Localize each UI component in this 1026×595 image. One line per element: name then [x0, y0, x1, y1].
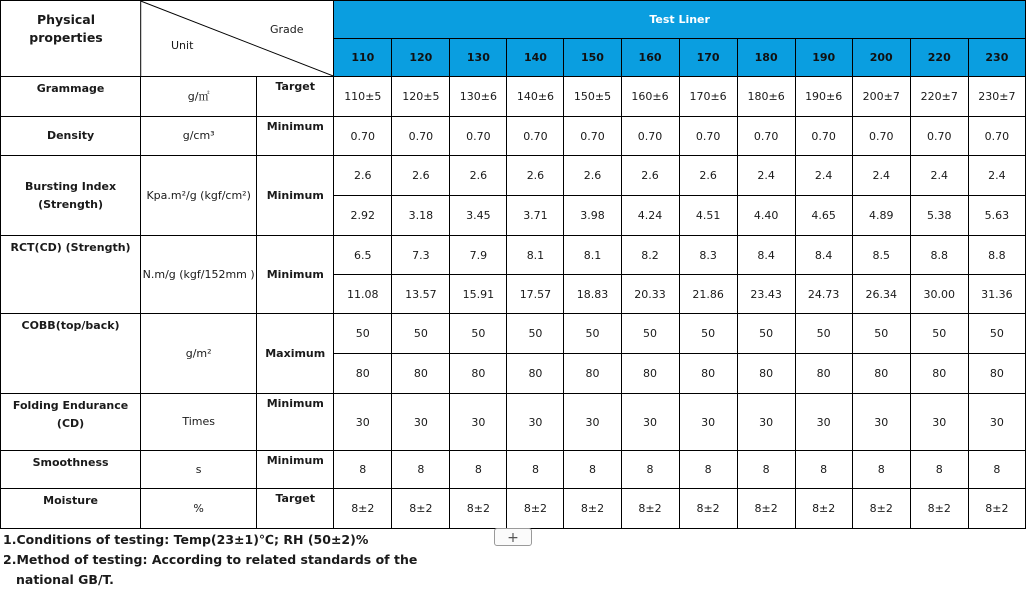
- value-cell: 8.8: [968, 236, 1025, 275]
- value-cell: 3.45: [450, 196, 507, 236]
- table-row: [1, 236, 1026, 275]
- value-cell: 8: [621, 451, 679, 489]
- grade-column-header: 220: [910, 39, 968, 77]
- value-cell: 8: [737, 451, 795, 489]
- value-cell: 80: [392, 354, 450, 394]
- unit-heading: Unit: [171, 39, 194, 52]
- requirement-cell: Target: [257, 489, 334, 529]
- value-cell: 50: [621, 314, 679, 354]
- table-row: [1, 394, 1026, 451]
- value-cell: 31.36: [968, 275, 1025, 314]
- value-cell: 8±2: [334, 489, 392, 529]
- value-cell: 13.57: [392, 275, 450, 314]
- value-cell: 0.70: [450, 117, 507, 156]
- value-cell: 50: [968, 314, 1025, 354]
- value-cell: 8±2: [968, 489, 1025, 529]
- value-cell: 30: [679, 394, 737, 451]
- unit-cell: Kpa.m²/g (kgf/cm²): [141, 156, 257, 236]
- unit-cell: Times: [141, 394, 257, 451]
- value-cell: 7.3: [392, 236, 450, 275]
- property-cell: RCT(CD) (Strength): [1, 236, 141, 314]
- value-cell: 30: [910, 394, 968, 451]
- header-corner-cell: [1, 1, 334, 77]
- requirement-cell: Minimum: [257, 394, 334, 451]
- value-cell: 130±6: [450, 77, 507, 117]
- value-cell: 8±2: [621, 489, 679, 529]
- value-cell: 80: [679, 354, 737, 394]
- value-cell: 2.6: [679, 156, 737, 196]
- value-cell: 0.70: [968, 117, 1025, 156]
- value-cell: 50: [679, 314, 737, 354]
- value-cell: 30: [795, 394, 852, 451]
- value-cell: 4.89: [852, 196, 910, 236]
- value-cell: 50: [392, 314, 450, 354]
- value-cell: 80: [450, 354, 507, 394]
- value-cell: 30.00: [910, 275, 968, 314]
- value-cell: 2.4: [852, 156, 910, 196]
- grade-column-header: 200: [852, 39, 910, 77]
- property-cell: Moisture: [1, 489, 141, 529]
- testing-notes: [3, 530, 417, 590]
- value-cell: 8: [507, 451, 564, 489]
- value-cell: 30: [392, 394, 450, 451]
- value-cell: 4.51: [679, 196, 737, 236]
- value-cell: 23.43: [737, 275, 795, 314]
- unit-cell: s: [141, 451, 257, 489]
- value-cell: 230±7: [968, 77, 1025, 117]
- value-cell: 190±6: [795, 77, 852, 117]
- property-cell: Smoothness: [1, 451, 141, 489]
- value-cell: 50: [507, 314, 564, 354]
- value-cell: 80: [737, 354, 795, 394]
- value-cell: 0.70: [621, 117, 679, 156]
- value-cell: 0.70: [507, 117, 564, 156]
- value-cell: 0.70: [334, 117, 392, 156]
- value-cell: 8: [392, 451, 450, 489]
- note-method-continued: national GB/T.: [16, 572, 114, 587]
- value-cell: 4.24: [621, 196, 679, 236]
- property-cell: Bursting Index (Strength): [1, 156, 141, 236]
- value-cell: 0.70: [795, 117, 852, 156]
- value-cell: 80: [910, 354, 968, 394]
- value-cell: 30: [334, 394, 392, 451]
- value-cell: 8.4: [795, 236, 852, 275]
- value-cell: 2.4: [795, 156, 852, 196]
- value-cell: 30: [852, 394, 910, 451]
- value-cell: 50: [910, 314, 968, 354]
- value-cell: 4.65: [795, 196, 852, 236]
- value-cell: 2.6: [564, 156, 621, 196]
- grade-column-header: 190: [795, 39, 852, 77]
- value-cell: 0.70: [852, 117, 910, 156]
- value-cell: 2.6: [621, 156, 679, 196]
- grade-heading: Grade: [270, 23, 304, 36]
- grade-column-header: 180: [737, 39, 795, 77]
- value-cell: 0.70: [679, 117, 737, 156]
- table-row: [1, 489, 1026, 529]
- unit-cell: %: [141, 489, 257, 529]
- value-cell: 8±2: [679, 489, 737, 529]
- value-cell: 8±2: [737, 489, 795, 529]
- value-cell: 2.4: [968, 156, 1025, 196]
- unit-cell: g/cm³: [141, 117, 257, 156]
- grade-column-header: 120: [392, 39, 450, 77]
- value-cell: 180±6: [737, 77, 795, 117]
- value-cell: 50: [737, 314, 795, 354]
- value-cell: 8±2: [852, 489, 910, 529]
- value-cell: 50: [564, 314, 621, 354]
- value-cell: 6.5: [334, 236, 392, 275]
- value-cell: 30: [564, 394, 621, 451]
- value-cell: 110±5: [334, 77, 392, 117]
- value-cell: 80: [968, 354, 1025, 394]
- value-cell: 8±2: [507, 489, 564, 529]
- requirement-cell: Minimum: [257, 236, 334, 314]
- requirement-cell: Minimum: [257, 156, 334, 236]
- note-method: 2.Method of testing: According to related standards of the: [3, 552, 418, 567]
- value-cell: 4.40: [737, 196, 795, 236]
- value-cell: 8.1: [564, 236, 621, 275]
- value-cell: 30: [621, 394, 679, 451]
- value-cell: 2.92: [334, 196, 392, 236]
- value-cell: 80: [507, 354, 564, 394]
- value-cell: 0.70: [910, 117, 968, 156]
- value-cell: 24.73: [795, 275, 852, 314]
- requirement-cell: Target: [257, 77, 334, 117]
- value-cell: 3.18: [392, 196, 450, 236]
- unit-cell: g/m²: [141, 314, 257, 394]
- value-cell: 5.63: [968, 196, 1025, 236]
- value-cell: 30: [968, 394, 1025, 451]
- value-cell: 0.70: [564, 117, 621, 156]
- table-row: [1, 314, 1026, 354]
- value-cell: 8: [334, 451, 392, 489]
- value-cell: 18.83: [564, 275, 621, 314]
- property-cell: Density: [1, 117, 141, 156]
- value-cell: 8.3: [679, 236, 737, 275]
- value-cell: 200±7: [852, 77, 910, 117]
- value-cell: 50: [450, 314, 507, 354]
- value-cell: 150±5: [564, 77, 621, 117]
- requirement-cell: Minimum: [257, 451, 334, 489]
- value-cell: 220±7: [910, 77, 968, 117]
- value-cell: 3.71: [507, 196, 564, 236]
- value-cell: 8: [852, 451, 910, 489]
- value-cell: 21.86: [679, 275, 737, 314]
- grade-column-header: 140: [507, 39, 564, 77]
- value-cell: 30: [450, 394, 507, 451]
- property-cell: COBB(top/back): [1, 314, 141, 394]
- table-row: [1, 156, 1026, 196]
- value-cell: 2.6: [392, 156, 450, 196]
- value-cell: 26.34: [852, 275, 910, 314]
- requirement-cell: Maximum: [257, 314, 334, 394]
- value-cell: 80: [852, 354, 910, 394]
- value-cell: 8±2: [564, 489, 621, 529]
- grade-column-header: 170: [679, 39, 737, 77]
- grade-column-header: 110: [334, 39, 392, 77]
- value-cell: 80: [334, 354, 392, 394]
- value-cell: 8±2: [910, 489, 968, 529]
- value-cell: 8.8: [910, 236, 968, 275]
- grade-column-header: 150: [564, 39, 621, 77]
- value-cell: 8: [968, 451, 1025, 489]
- value-cell: 140±6: [507, 77, 564, 117]
- table-row: [1, 77, 1026, 117]
- table-title: Test Liner: [334, 1, 1026, 39]
- table-row: [1, 451, 1026, 489]
- value-cell: 8: [564, 451, 621, 489]
- value-cell: 8: [450, 451, 507, 489]
- value-cell: 8: [795, 451, 852, 489]
- value-cell: 11.08: [334, 275, 392, 314]
- unit-cell: g/㎡: [141, 77, 257, 117]
- value-cell: 80: [621, 354, 679, 394]
- value-cell: 30: [507, 394, 564, 451]
- value-cell: 2.6: [507, 156, 564, 196]
- value-cell: 80: [564, 354, 621, 394]
- value-cell: 15.91: [450, 275, 507, 314]
- value-cell: 0.70: [392, 117, 450, 156]
- value-cell: 17.57: [507, 275, 564, 314]
- value-cell: 8.1: [507, 236, 564, 275]
- value-cell: 8.5: [852, 236, 910, 275]
- grade-column-header: 230: [968, 39, 1025, 77]
- note-conditions: 1.Conditions of testing: Temp(23±1)℃; RH (50±2)%: [3, 532, 369, 547]
- value-cell: 3.98: [564, 196, 621, 236]
- value-cell: 170±6: [679, 77, 737, 117]
- value-cell: 2.6: [334, 156, 392, 196]
- value-cell: 30: [737, 394, 795, 451]
- grade-column-header: 160: [621, 39, 679, 77]
- value-cell: 2.4: [737, 156, 795, 196]
- value-cell: 160±6: [621, 77, 679, 117]
- value-cell: 8: [910, 451, 968, 489]
- value-cell: 2.4: [910, 156, 968, 196]
- table-row: [1, 117, 1026, 156]
- value-cell: 8±2: [392, 489, 450, 529]
- value-cell: 0.70: [737, 117, 795, 156]
- value-cell: 50: [795, 314, 852, 354]
- unit-cell: N.m/g (kgf/152mm ): [141, 236, 257, 314]
- value-cell: 80: [795, 354, 852, 394]
- value-cell: 7.9: [450, 236, 507, 275]
- value-cell: 50: [334, 314, 392, 354]
- physical-properties-heading: Physical properties: [29, 12, 103, 45]
- grade-column-header: 130: [450, 39, 507, 77]
- value-cell: 8.2: [621, 236, 679, 275]
- add-row-button[interactable]: +: [494, 528, 532, 546]
- property-cell: Folding Endurance (CD): [1, 394, 141, 451]
- value-cell: 8.4: [737, 236, 795, 275]
- value-cell: 5.38: [910, 196, 968, 236]
- value-cell: 50: [852, 314, 910, 354]
- value-cell: 8: [679, 451, 737, 489]
- requirement-cell: Minimum: [257, 117, 334, 156]
- value-cell: 120±5: [392, 77, 450, 117]
- value-cell: 8±2: [795, 489, 852, 529]
- value-cell: 2.6: [450, 156, 507, 196]
- property-cell: Grammage: [1, 77, 141, 117]
- value-cell: 20.33: [621, 275, 679, 314]
- value-cell: 8±2: [450, 489, 507, 529]
